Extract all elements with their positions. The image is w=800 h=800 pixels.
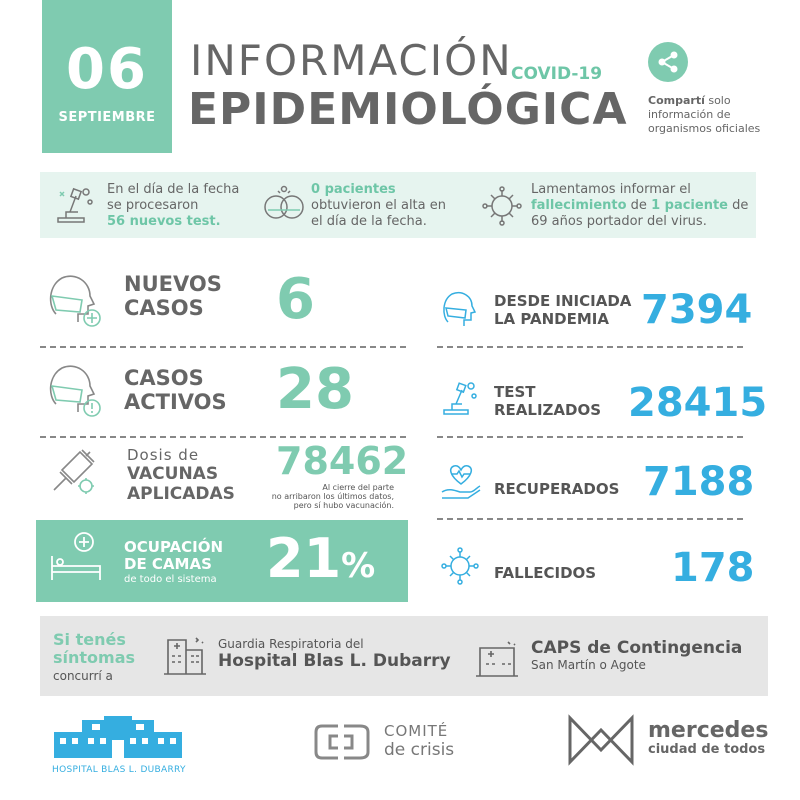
new-case-head-icon: [42, 266, 106, 330]
tests-done-label-2: REALIZADOS: [494, 401, 602, 419]
deaths-line-2: [531, 198, 748, 214]
tests-text: [107, 182, 239, 230]
vaccine-icon: [46, 446, 98, 498]
microscope-icon: [440, 378, 480, 418]
tests-line-1: En el día de la fecha: [107, 182, 240, 197]
hospital-bed-icon: [48, 530, 104, 586]
new-cases-label: [124, 272, 222, 320]
virus-icon: [480, 184, 524, 228]
tests-line-3: 56 nuevos test.: [107, 214, 221, 229]
mercedes-line-2: ciudad de todos: [648, 742, 766, 757]
beds-label: [124, 539, 223, 586]
vaccine-note-2: no arribaron los últimos datos,: [271, 492, 394, 501]
title-line-1: INFORMACIÓN: [190, 36, 513, 85]
symptoms-text: [53, 631, 135, 685]
beds-value-unit: %: [341, 546, 376, 586]
vaccine-label-2: VACUNAS: [127, 464, 219, 484]
heart-hand-icon: [440, 462, 482, 500]
caps-small: San Martín o Agote: [531, 658, 646, 672]
pandemic-value: 7394: [641, 287, 753, 333]
caps-big: CAPS de Contingencia: [531, 638, 743, 658]
deaths-connector: de: [626, 198, 652, 213]
hospital-logo-text: HOSPITAL BLAS L. DUBARRY: [52, 765, 186, 775]
new-cases-label-1: NUEVOS: [124, 272, 222, 296]
deceased-value: 178: [671, 545, 755, 591]
active-case-head-icon: [42, 356, 106, 420]
hospital-text: [218, 637, 451, 671]
mercedes-line-1: mercedes: [648, 718, 769, 743]
share-text: [648, 94, 768, 136]
symptoms-line-1: Si tenés: [53, 630, 126, 649]
divider: [40, 346, 406, 348]
tests-done-label: [494, 383, 601, 419]
tests-done-value: 28415: [628, 380, 768, 426]
date-day: 06: [66, 37, 148, 102]
divider: [437, 346, 743, 348]
divider: [437, 518, 743, 520]
microscope-icon: [52, 182, 96, 226]
hospital-small: Guardia Respiratoria del: [218, 637, 364, 651]
discharged-text: [311, 182, 446, 230]
new-cases-label-2: CASOS: [124, 296, 204, 320]
pandemic-label-2: LA PANDEMIA: [494, 310, 609, 328]
covid-tag: COVID-19: [511, 64, 603, 84]
title-line-2: EPIDEMIOLÓGICA: [188, 84, 628, 135]
share-rest-1: solo: [704, 94, 731, 107]
vaccine-label: [127, 446, 235, 504]
beds-label-1: OCUPACIÓN: [124, 538, 224, 556]
hospital-building-icon: [162, 634, 208, 676]
pandemic-label-1: DESDE INICIADA: [494, 292, 632, 310]
discharged-line-2: obtuvieron el alta en: [311, 198, 446, 213]
crisis-line-2: de crisis: [384, 740, 455, 760]
deaths-highlight-1: fallecimiento: [531, 198, 627, 213]
deaths-highlight-2: 1 paciente: [651, 198, 728, 213]
beds-label-2: DE CAMAS: [124, 555, 212, 573]
date-box: [42, 0, 172, 153]
crisis-line-1: COMITÉ: [384, 722, 449, 740]
vaccine-value: 78462: [276, 439, 409, 483]
hospital-big: Hospital Blas L. Dubarry: [218, 651, 451, 671]
divider: [437, 436, 743, 438]
hospital-logo: [52, 714, 184, 760]
crisis-committee-text: [384, 722, 454, 760]
active-cases-value: 28: [276, 357, 354, 422]
vaccine-note: [250, 483, 394, 510]
pandemic-label: [494, 292, 631, 328]
vaccine-note-1: Al cierre del parte: [322, 483, 394, 492]
beds-label-3: de todo el sistema: [124, 574, 217, 585]
vaccine-note-3: pero sí hubo vacunación.: [293, 501, 394, 510]
active-cases-label-1: CASOS: [124, 366, 204, 390]
mercedes-text: [648, 720, 768, 758]
share-bold: Compartí: [648, 94, 705, 107]
caps-building-icon: [474, 640, 520, 678]
recovered-value: 7188: [643, 459, 755, 505]
deceased-label: FALLECIDOS: [494, 564, 597, 582]
discharged-line-3: el día de la fecha.: [311, 214, 427, 229]
deaths-text: [531, 182, 748, 230]
tests-done-label-1: TEST: [494, 383, 536, 401]
discharged-line-1: 0 pacientes: [311, 182, 396, 197]
vaccine-label-1: Dosis de: [127, 446, 200, 464]
symptoms-line-2: síntomas: [53, 648, 136, 667]
virus-icon: [440, 546, 480, 586]
symptoms-line-3: concurrí a: [53, 669, 113, 683]
share-rest-3: organismos oficiales: [648, 122, 761, 135]
caps-text: [531, 638, 742, 672]
share-icon[interactable]: [648, 42, 688, 82]
deaths-line-1: Lamentamos informar el: [531, 182, 691, 197]
new-cases-value: 6: [276, 267, 315, 332]
divider: [40, 436, 406, 438]
active-cases-label-2: ACTIVOS: [124, 390, 227, 414]
beds-value-number: 21: [266, 527, 342, 590]
active-cases-label: [124, 366, 227, 414]
deaths-line-3: 69 años portador del virus.: [531, 214, 707, 229]
head-mask-icon: [440, 288, 480, 328]
crisis-committee-logo: [312, 722, 372, 762]
beds-value: [266, 527, 376, 590]
tests-line-2: se procesaron: [107, 198, 199, 213]
mercedes-logo: [566, 710, 636, 766]
deaths-connector-2: de: [727, 198, 749, 213]
vaccine-label-3: APLICADAS: [127, 484, 235, 504]
date-month: SEPTIEMBRE: [58, 110, 156, 125]
share-rest-2: información de: [648, 108, 731, 121]
recovered-label: RECUPERADOS: [494, 480, 620, 498]
masked-people-icon: [262, 183, 306, 227]
